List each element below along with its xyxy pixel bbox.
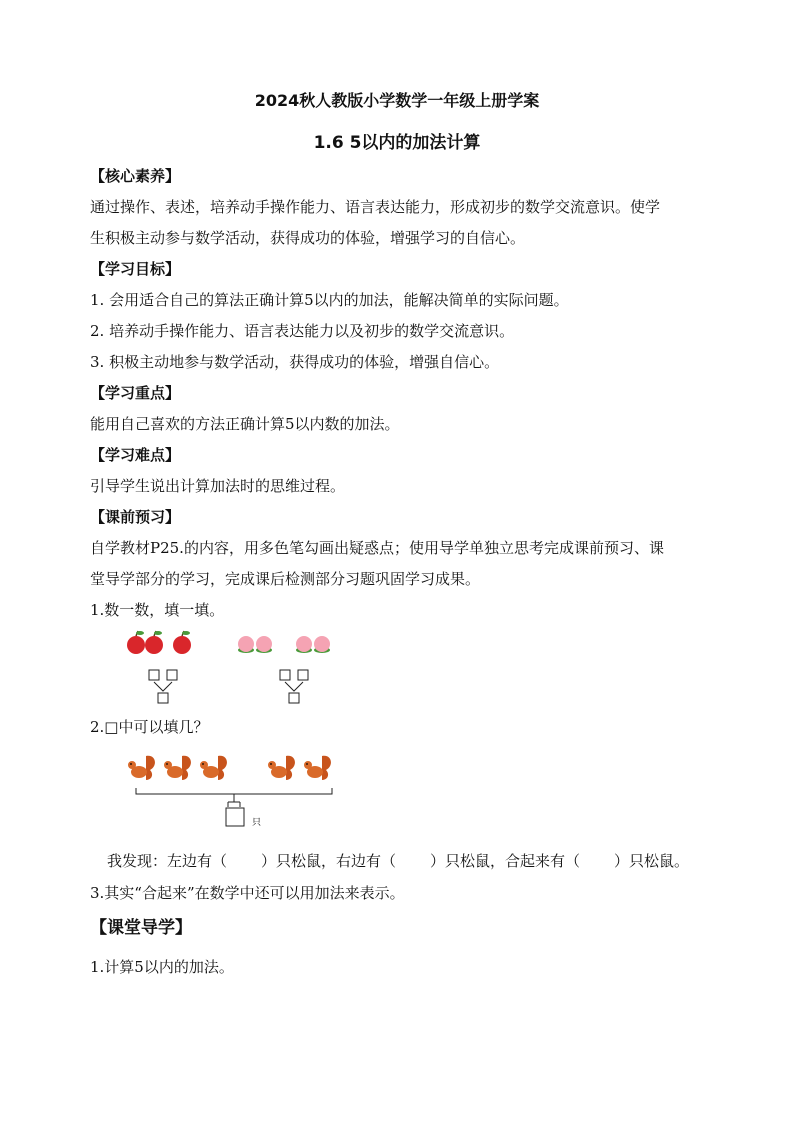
pre-text-1: 自学教材P25.的内容，用多色笔勾画出疑惑点；使用导学单独立思考完成课前预习、课 — [90, 539, 664, 557]
peach-icon — [296, 636, 312, 653]
squirrel-icon — [304, 756, 331, 780]
peach-icon — [238, 636, 254, 653]
peach-icon — [256, 636, 272, 653]
answer-boxes-right — [280, 670, 308, 703]
apple-icon — [145, 631, 163, 654]
section-key-head: 【学习重点】 — [90, 384, 181, 402]
unit-label: 只 — [252, 818, 262, 828]
finding-part-b: ）只松鼠，右边有（ — [261, 852, 397, 870]
doc-title: 2024秋人教版小学数学一年级上册学案 — [254, 91, 540, 110]
peach-icon — [314, 636, 330, 653]
finding-part-a: 我发现：左边有（ — [107, 852, 228, 870]
section-class-head: 【课堂导学】 — [90, 918, 192, 938]
section-core-head: 【核心素养】 — [90, 167, 181, 185]
core-text-1: 通过操作、表述，培养动手操作能力、语言表达能力，形成初步的数学交流意识。使学 — [90, 198, 661, 216]
fruit-count-figure — [120, 628, 360, 708]
finding-sentence — [107, 851, 689, 871]
squirrel-icon — [200, 756, 227, 780]
class-item-1: 1.计算5以内的加法。 — [90, 958, 234, 976]
squirrel-figure — [124, 754, 354, 834]
total-box — [226, 808, 244, 826]
question-2: 2.□中可以填几？ — [90, 718, 209, 736]
core-text-2: 生积极主动参与数学活动，获得成功的体验，增强学习的自信心。 — [90, 229, 526, 247]
finding-part-c: ）只松鼠，合起来有（ — [430, 852, 581, 870]
pre-text-2: 堂导学部分的学习，完成课后检测部分习题巩固学习成果。 — [90, 570, 481, 588]
goal-item-1: 1. 会用适合自己的算法正确计算5以内的加法，能解决简单的实际问题。 — [90, 291, 569, 309]
section-diff-head: 【学习难点】 — [90, 446, 181, 464]
doc-subtitle: 1.6 5以内的加法计算 — [313, 133, 481, 153]
question-1: 1.数一数，填一填。 — [90, 601, 225, 619]
answer-boxes-left — [149, 670, 177, 703]
brace-line — [136, 788, 332, 807]
question-3: 3.其实“合起来”在数学中还可以用加法来表示。 — [90, 884, 405, 902]
diff-text: 引导学生说出计算加法时的思维过程。 — [90, 477, 346, 495]
key-text: 能用自己喜欢的方法正确计算5以内数的加法。 — [90, 415, 400, 433]
squirrel-icon — [128, 756, 155, 780]
apple-icon — [127, 631, 145, 654]
squirrel-icon — [268, 756, 295, 780]
apple-icon — [173, 631, 191, 654]
finding-part-d: ）只松鼠。 — [614, 852, 690, 870]
section-pre-head: 【课前预习】 — [90, 508, 181, 526]
section-goal-head: 【学习目标】 — [90, 260, 181, 278]
goal-item-3: 3. 积极主动地参与数学活动，获得成功的体验，增强自信心。 — [90, 353, 500, 371]
goal-item-2: 2. 培养动手操作能力、语言表达能力以及初步的数学交流意识。 — [90, 322, 515, 340]
squirrel-icon — [164, 756, 191, 780]
